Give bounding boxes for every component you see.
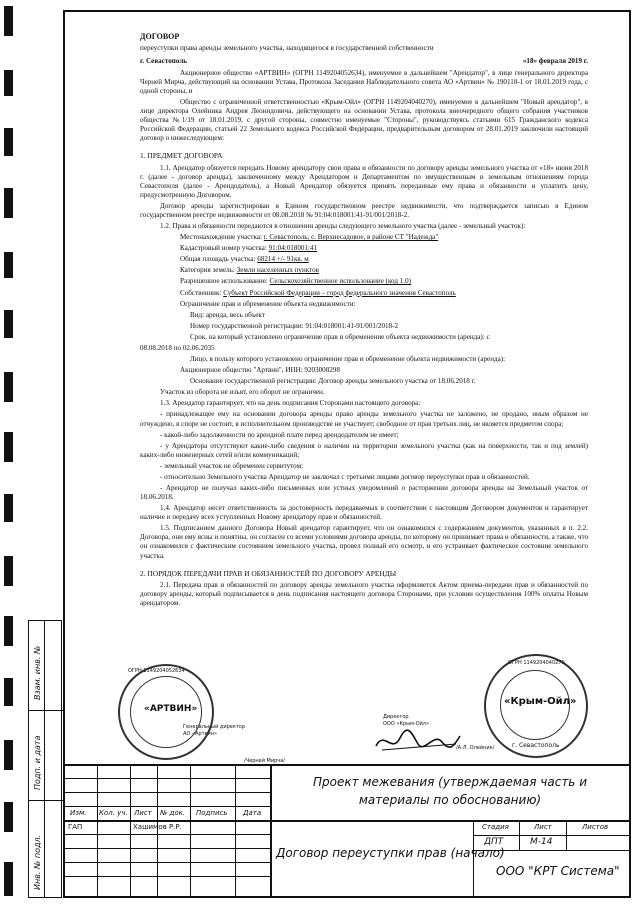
tb-sheets-header: Листов [582, 823, 609, 831]
tb-line [63, 820, 631, 822]
left-signatory-name: /Черней Мирча/ [244, 758, 285, 764]
tb-line [63, 764, 631, 766]
right-signatory-role: Директор [383, 714, 409, 720]
seal-city: г. Севастополь [512, 742, 560, 749]
clause-1-4: 1.4. Арендатор несет ответственность за достоверность передаваемых в соответствии с настоящим Договором документов и гарантирует наличие и передачу всех уступленных Новому арендатору прав и обязанностей. [140, 504, 588, 522]
seal-ring-text: ОГРН 1149204052634 [128, 668, 185, 674]
tb-line [157, 764, 158, 898]
tb-line [97, 764, 98, 898]
field-value: г. Севастополь, с. Верхнесадовое, в районе СТ "Надежда" [263, 233, 439, 242]
tb-role: ГАП [68, 823, 83, 831]
binder-mark [4, 494, 13, 522]
tb-header: Подпись [196, 809, 228, 817]
restriction-line: Номер государственной регистрации: 91:04:018001:41-91/001/2018-2 [190, 321, 398, 330]
binder-mark [4, 556, 13, 586]
binder-mark [4, 70, 13, 96]
field-value: 68214 +/- 91кв. м [257, 255, 309, 264]
guarantee-item: - какой-либо задолженности по арендной плате перед арендодателем не имеет; [160, 430, 399, 439]
party-paragraph: Акционерное общество «АРТВИН» (ОГРН 1149204052634), именуемое в дальнейшем "Арендатор", в лице генерального директора Черней Мирча, действующий на основании Устава, Протокола Заседания Наблюдательного совета АО «Артвин» № 190118-1 от 18.01.2019 года, с одной стороны, и [140, 68, 588, 95]
left-signatory-org: АО «Артвин» [183, 730, 218, 737]
field-label: Разрешенное использование: [180, 277, 268, 286]
company-seal-artvin [118, 664, 214, 760]
binder-mark [4, 802, 13, 832]
tb-line [473, 835, 631, 836]
restriction-line: Срок, на который установлено ограничение прав и обременение объекта недвижимости (аренда): с [190, 332, 490, 341]
doc-title: ДОГОВОР [140, 32, 180, 41]
side-label-replace: Взам. инв. № [33, 645, 42, 700]
binder-mark [4, 740, 13, 770]
right-signatory-org: ООО «Крым-Ойл» [383, 720, 430, 727]
binder-mark [4, 188, 13, 218]
tb-document-name: Договор переуступки прав (начало) [276, 846, 505, 860]
field-label: Кадастровый номер участка: [180, 244, 267, 253]
side-label-inv: Инв. № подл. [33, 834, 42, 890]
seal-ring-text: ОГРН 1149204040270 [508, 660, 565, 666]
doc-city: г. Севастополь [140, 57, 188, 66]
right-signatory-name: /А.Л. Олейник/ [456, 745, 495, 751]
restriction-line: Вид: аренда, весь объект [190, 310, 265, 319]
tb-line [63, 862, 270, 863]
restriction-company: Акционерное общество "Артвин", ИНН: 9203008298 [180, 366, 340, 375]
tb-header: Лист [134, 809, 152, 817]
binder-mark [4, 372, 13, 402]
tb-header: № док. [160, 809, 186, 817]
restriction-title: Ограничение прав и обременение объекта недвижимости: [180, 299, 356, 308]
guarantee-item: - Арендатор не получал каких-либо письменных или устных уведомлений о расторжении договора аренды на Земельный участок от 18.06.2018. [140, 483, 588, 502]
seal-text: «АРТВИН» [144, 704, 198, 714]
guarantee-item: - у Арендатора отсутствуют какие-либо сведения о наличии на территории земельного участка (как на поверхности, так и под землей) каких-либо инженерных сетей и/или коммуникаций; [140, 441, 588, 459]
side-divider [28, 800, 63, 801]
binder-mark [4, 6, 13, 36]
clause-1-3: 1.3. Арендатор гарантирует, что на день подписания Сторонами настоящего договора: [160, 399, 421, 408]
plot-cadastral [140, 244, 588, 253]
binder-mark [4, 616, 13, 646]
party-paragraph: Общество с ограниченной ответственностью «Крым-Ойл» (ОГРН 1149204040270), именуемое в дальнейшем "Новый арендатор", в лице директора Олейника Андрея Леонидовича, действующего на основании Устава, протокола внеочередного общего собрания участников общества №1/19 от 18.01.2019, с другой стороны, совместно именуемые "Стороны", руководствуясь статьями 615 Гражданского кодекса Российской Федерации, статьей 22 Земельного кодекса Российской Федерации, предварительным договором от 28.01.2019 заключили настоящий договор о нижеследующем: [140, 97, 588, 143]
binder-mark [4, 678, 13, 706]
tb-header: Изм. [70, 809, 87, 817]
plot-owner [140, 289, 588, 298]
tb-line [63, 792, 270, 793]
seal-text: «Крым-Ойл» [504, 696, 577, 707]
tb-line [63, 778, 270, 779]
guarantee-item: - относительно Земельного участка Арендатор не заключал с третьими лицами договор переуступки прав и обязанностей. [160, 472, 530, 481]
binder-mark [4, 310, 13, 338]
restriction-basis: Основание государственной регистрации: Договор аренды земельного участка от 18.06.2018 г. [190, 377, 476, 386]
field-value: Земли населенных пунктов [236, 266, 320, 275]
field-value: Сельскохозяйственное использование (код 1.0) [269, 277, 412, 286]
side-divider [28, 710, 63, 711]
side-label-sign: Подп. и дата [33, 735, 42, 790]
tb-stage-value: ДПТ [484, 837, 504, 847]
circulation-note: Участок из оборота не изъят, его оборот не ограничен. [160, 388, 325, 397]
restriction-person: Лицо, в пользу которого установлено ограничение прав и обременение объекта недвижимости (аренда): [190, 355, 506, 364]
field-label: Местонахождение участка: [180, 233, 262, 242]
tb-sheet-header: Лист [534, 823, 552, 831]
tb-line [130, 764, 131, 898]
left-signatory-role: Генеральный директор [183, 724, 246, 730]
tb-line [63, 876, 270, 877]
binder-mark [4, 128, 13, 156]
clause-2-1: 2.1. Передача прав и обязанностей по договору аренды земельного участка оформляется Актом приема-передачи прав и обязанностей по договору аренды, который подписывается в день подписания настоящего договора Сторонами, при условии осуществления 100% оплаты Новым арендатором. [140, 581, 588, 608]
clause-1-1: 1.1. Арендатор обязуется передать Новому арендатору свои права и обязанности по договору аренды земельного участка от «18» июня 2018 г. (далее - договор аренды), заключенному между Арендатором и Департаментом по имущественным и земельным отношениям города Севастополя (далее - Арендодатель), а Новый Арендатор обязуется принять переданные ему права и обязанности и уплатить цену, предусмотренную Договором. [140, 163, 588, 199]
clause-1-5: 1.5. Подписанием данного Договора Новый арендатор гарантирует, что он ознакомился с содержанием документов, указанных в п. 2.2. Договора, они ему ясны и понятны, он согласен со всеми условиями договора аренды, по которому он принимает права и обязанности, а также, что он ознакомился с фактическим состоянием земельного участка, провел полный его осмотр, и его устраивает фактическое состояние земельного участка. [140, 524, 588, 560]
binder-mark [4, 432, 13, 462]
plot-area [140, 255, 588, 264]
tb-stage-header: Стадия [482, 823, 509, 831]
tb-line [235, 764, 236, 898]
tb-person: Хашимов Р.Р. [133, 823, 182, 831]
handwritten-signature [372, 726, 462, 756]
field-value: 91:04:018001:41 [268, 244, 318, 253]
clause-1-2: 1.2. Права и обязанности передаются в отношении аренды следующего земельного участка (далее - земельный участок): [160, 222, 526, 231]
plot-category [140, 266, 588, 275]
tb-line [63, 806, 270, 807]
tb-project: Проект межевания (утверждаемая часть и материалы по обоснованию) [313, 775, 587, 807]
tb-header: Кол. уч. [99, 809, 128, 817]
doc-subtitle: переуступки права аренды земельного участка, находящегося в государственной собственности [140, 44, 434, 53]
plot-location [140, 233, 588, 242]
tb-header: Дата [243, 809, 262, 817]
tb-line [270, 764, 272, 898]
field-label: Собственник: [180, 288, 222, 297]
section-title: 2. ПОРЯДОК ПЕРЕДАЧИ ПРАВ И ОБЯЗАННОСТЕЙ ПО ДОГОВОРУ АРЕНДЫ [140, 568, 397, 578]
binder-mark [4, 862, 13, 896]
restriction-period: 08.08.2018 по 02.06.2035 [140, 343, 215, 352]
tb-company: ООО "КРТ Система" [496, 864, 620, 878]
company-seal-krym-oil [484, 654, 588, 758]
field-label: Категория земель: [180, 266, 235, 275]
side-divider [44, 620, 45, 898]
document-body [140, 32, 588, 610]
field-label: Общая площадь участка: [180, 255, 256, 264]
clause-1-1-registration: Договор аренды зарегистрирован в Едином государственном реестре недвижимости, что подтверждается записью в Едином государственном реестре недвижимости от 08.08.2018 № 91:04:018001:41-91/001/2018-2. [140, 201, 588, 220]
tb-line [63, 848, 270, 849]
doc-date: «18» февраля 2019 г. [522, 57, 588, 66]
plot-usage [140, 277, 588, 286]
tb-line [63, 834, 270, 835]
guarantee-item: - земельный участок не обременен сервитутом; [160, 461, 304, 470]
section-title: 1. ПРЕДМЕТ ДОГОВОРА [140, 151, 223, 161]
field-value: Субъект Российской Федерации – город федерального значения Севастополь [223, 288, 456, 297]
tb-line [190, 764, 191, 898]
date-line [140, 57, 588, 66]
tb-sheet-value: М-14 [530, 837, 553, 847]
guarantee-item: - принадлежащее ему на основании договора аренды право аренды земельного участка не заложено, не продано, иным образом не отчуждено, в споре не состоит, в исполнительном производстве не участвует; свободное от прав третьих лиц, не является предметом спора; [140, 410, 588, 428]
binder-mark [4, 252, 13, 278]
